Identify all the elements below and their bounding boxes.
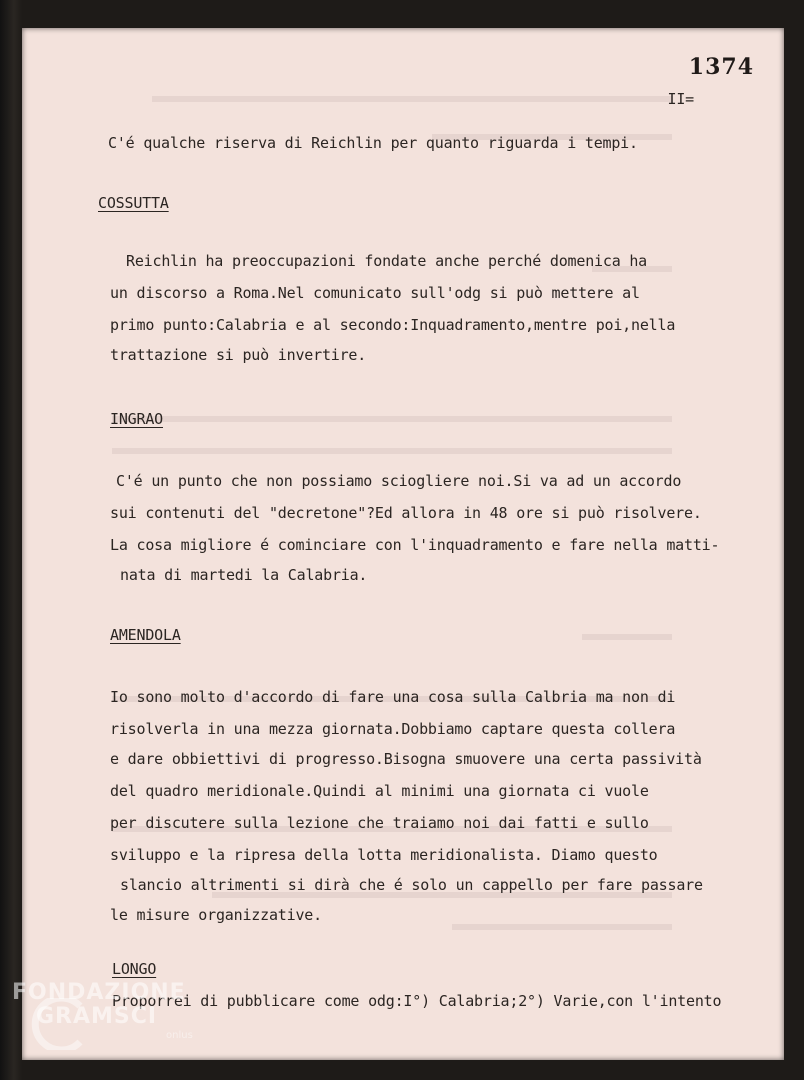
text-line: un discorso a Roma.Nel comunicato sull'odg si può mettere al bbox=[110, 284, 640, 302]
text-line: C'é qualche riserva di Reichlin per quanto riguarda i tempi. bbox=[108, 134, 638, 152]
text-line: del quadro meridionale.Quindi al minimi una giornata ci vuole bbox=[110, 782, 649, 800]
text-line: sui contenuti del "decretone"?Ed allora in 48 ore si può risolvere. bbox=[110, 504, 702, 522]
text-line: trattazione si può invertire. bbox=[110, 346, 367, 364]
text-line: risolverla in una mezza giornata.Dobbiamo captare questa collera bbox=[110, 720, 676, 738]
text-line: e dare obbiettivi di progresso.Bisogna smuovere una certa passività bbox=[110, 750, 702, 768]
text-line: nata di martedi la Calabria. bbox=[120, 566, 368, 584]
document-page bbox=[22, 28, 784, 1060]
text-line: Io sono molto d'accordo di fare una cosa sulla Calbria ma non di bbox=[110, 688, 676, 706]
watermark-line-3: onlus bbox=[166, 1030, 193, 1041]
speaker-name: INGRAO bbox=[110, 410, 163, 428]
fondazione-gramsci-watermark bbox=[6, 980, 206, 1050]
watermark-line-2: GRAMSCI bbox=[36, 1004, 158, 1029]
speaker-name: AMENDOLA bbox=[110, 626, 181, 644]
text-line: Reichlin ha preoccupazioni fondate anche perché domenica ha bbox=[126, 252, 648, 270]
text-line: le misure organizzative. bbox=[110, 906, 322, 924]
text-line: per discutere sulla lezione che traiamo noi dai fatti e sullo bbox=[110, 814, 649, 832]
text-line: C'é un punto che non possiamo sciogliere noi.Si va ad un accordo bbox=[116, 472, 682, 490]
text-line: sviluppo e la ripresa della lotta meridionalista. Diamo questo bbox=[110, 846, 658, 864]
section-marker: II= bbox=[667, 90, 694, 108]
watermark-line-1: FONDAZIONE bbox=[12, 980, 186, 1005]
text-line: primo punto:Calabria e al secondo:Inquadramento,mentre poi,nella bbox=[110, 316, 676, 334]
page-number: 1374 bbox=[688, 54, 754, 80]
speaker-name: LONGO bbox=[112, 960, 157, 978]
text-line: Proporrei di pubblicare come odg:I°) Calabria;2°) Varie,con l'intento bbox=[112, 992, 722, 1010]
text-line: La cosa migliore é cominciare con l'inquadramento e fare nella matti- bbox=[110, 536, 720, 554]
speaker-name: COSSUTTA bbox=[98, 194, 169, 212]
text-line: slancio altrimenti si dirà che é solo un cappello per fare passare bbox=[120, 876, 703, 894]
